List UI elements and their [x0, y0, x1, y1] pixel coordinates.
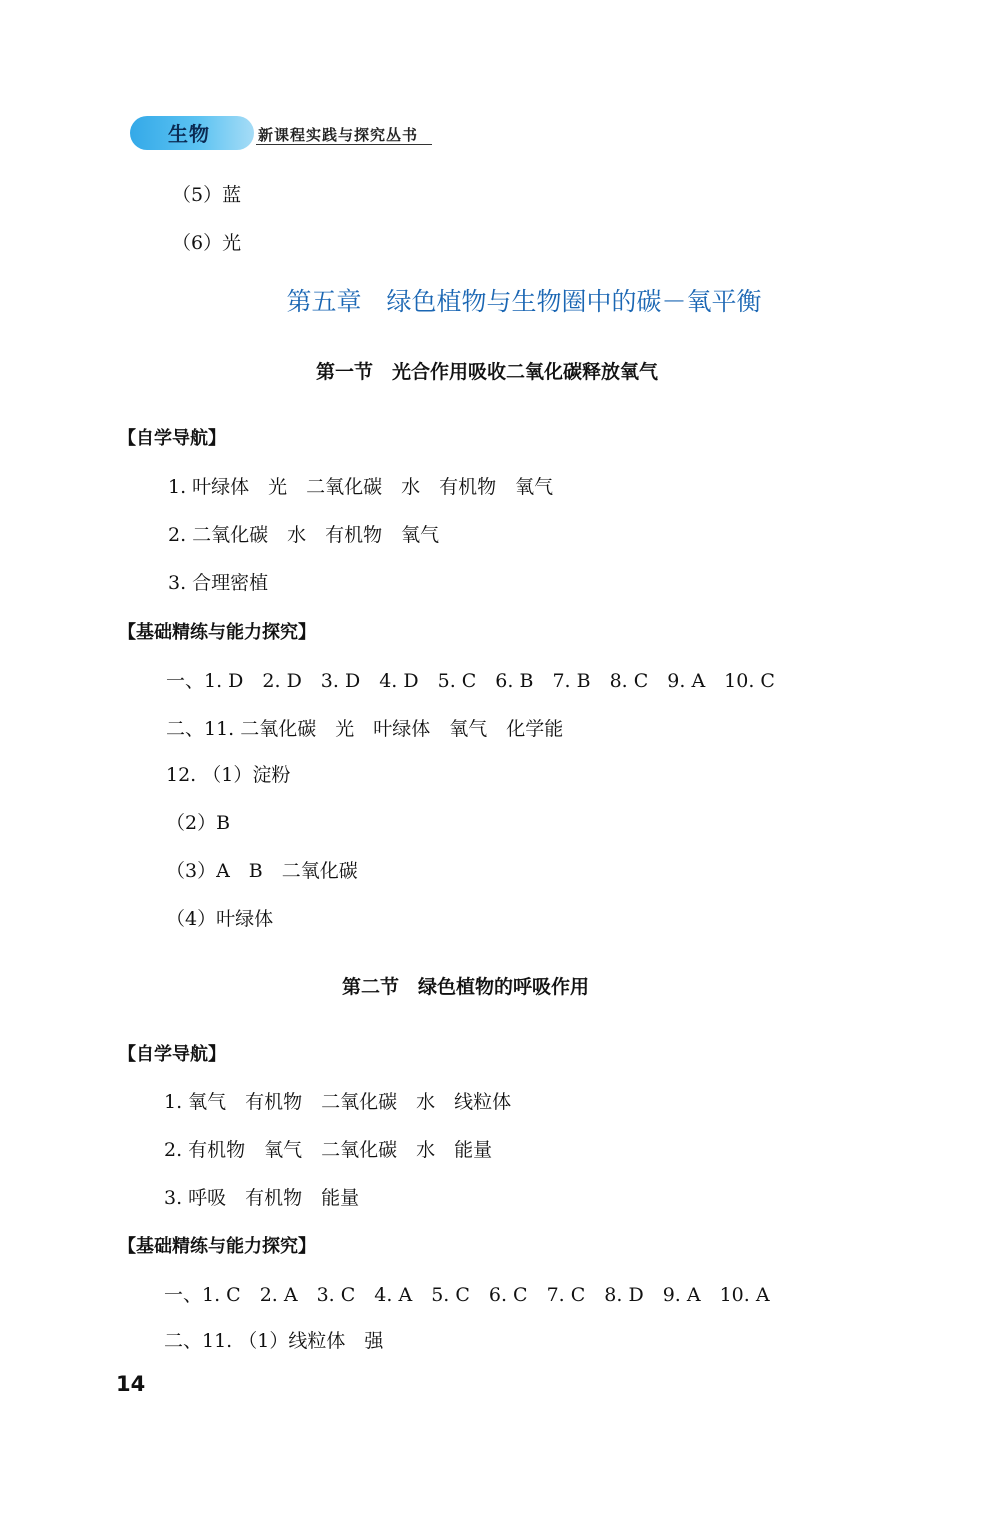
page-number: 14 [116, 1372, 146, 1396]
answer-line: （4）叶绿体 [166, 908, 274, 930]
header-subject: 生物 [168, 122, 210, 146]
answer-line: 2. 有机物 氧气 二氧化碳 水 能量 [164, 1139, 493, 1161]
practice-label: 【基础精练与能力探究】 [118, 622, 316, 643]
answer-line: 一、1. D 2. D 3. D 4. D 5. C 6. B 7. B 8. C 9. A 10. C [166, 670, 775, 692]
answer-line: 12. （1）淀粉 [166, 764, 291, 786]
answer-line: 2. 二氧化碳 水 有机物 氧气 [168, 524, 440, 546]
answer-line: 一、1. C 2. A 3. C 4. A 5. C 6. C 7. C 8. D 9. A 10. A [164, 1284, 770, 1306]
answer-line: 二、11. （1）线粒体 强 [164, 1330, 384, 1352]
header-underline [256, 144, 432, 145]
answer-line: （3）A B 二氧化碳 [166, 860, 358, 882]
answer-line: （2）B [166, 812, 231, 834]
answer-line: 二、11. 二氧化碳 光 叶绿体 氧气 化学能 [166, 718, 564, 740]
answer-line: 1. 氧气 有机物 二氧化碳 水 线粒体 [164, 1091, 512, 1113]
answer-line: （5）蓝 [172, 184, 242, 206]
section-title: 第一节 光合作用吸收二氧化碳释放氧气 [316, 361, 659, 383]
self-study-label: 【自学导航】 [118, 428, 226, 449]
answer-line: （6）光 [172, 232, 242, 254]
answer-line: 3. 呼吸 有机物 能量 [164, 1187, 360, 1209]
practice-label: 【基础精练与能力探究】 [118, 1236, 316, 1257]
self-study-label: 【自学导航】 [118, 1044, 226, 1065]
answer-line: 1. 叶绿体 光 二氧化碳 水 有机物 氧气 [168, 476, 554, 498]
chapter-title: 第五章 绿色植物与生物圈中的碳－氧平衡 [286, 287, 762, 316]
header-series-title: 新课程实践与探究丛书 [258, 126, 419, 144]
section-title: 第二节 绿色植物的呼吸作用 [342, 976, 590, 998]
answer-line: 3. 合理密植 [168, 572, 269, 594]
